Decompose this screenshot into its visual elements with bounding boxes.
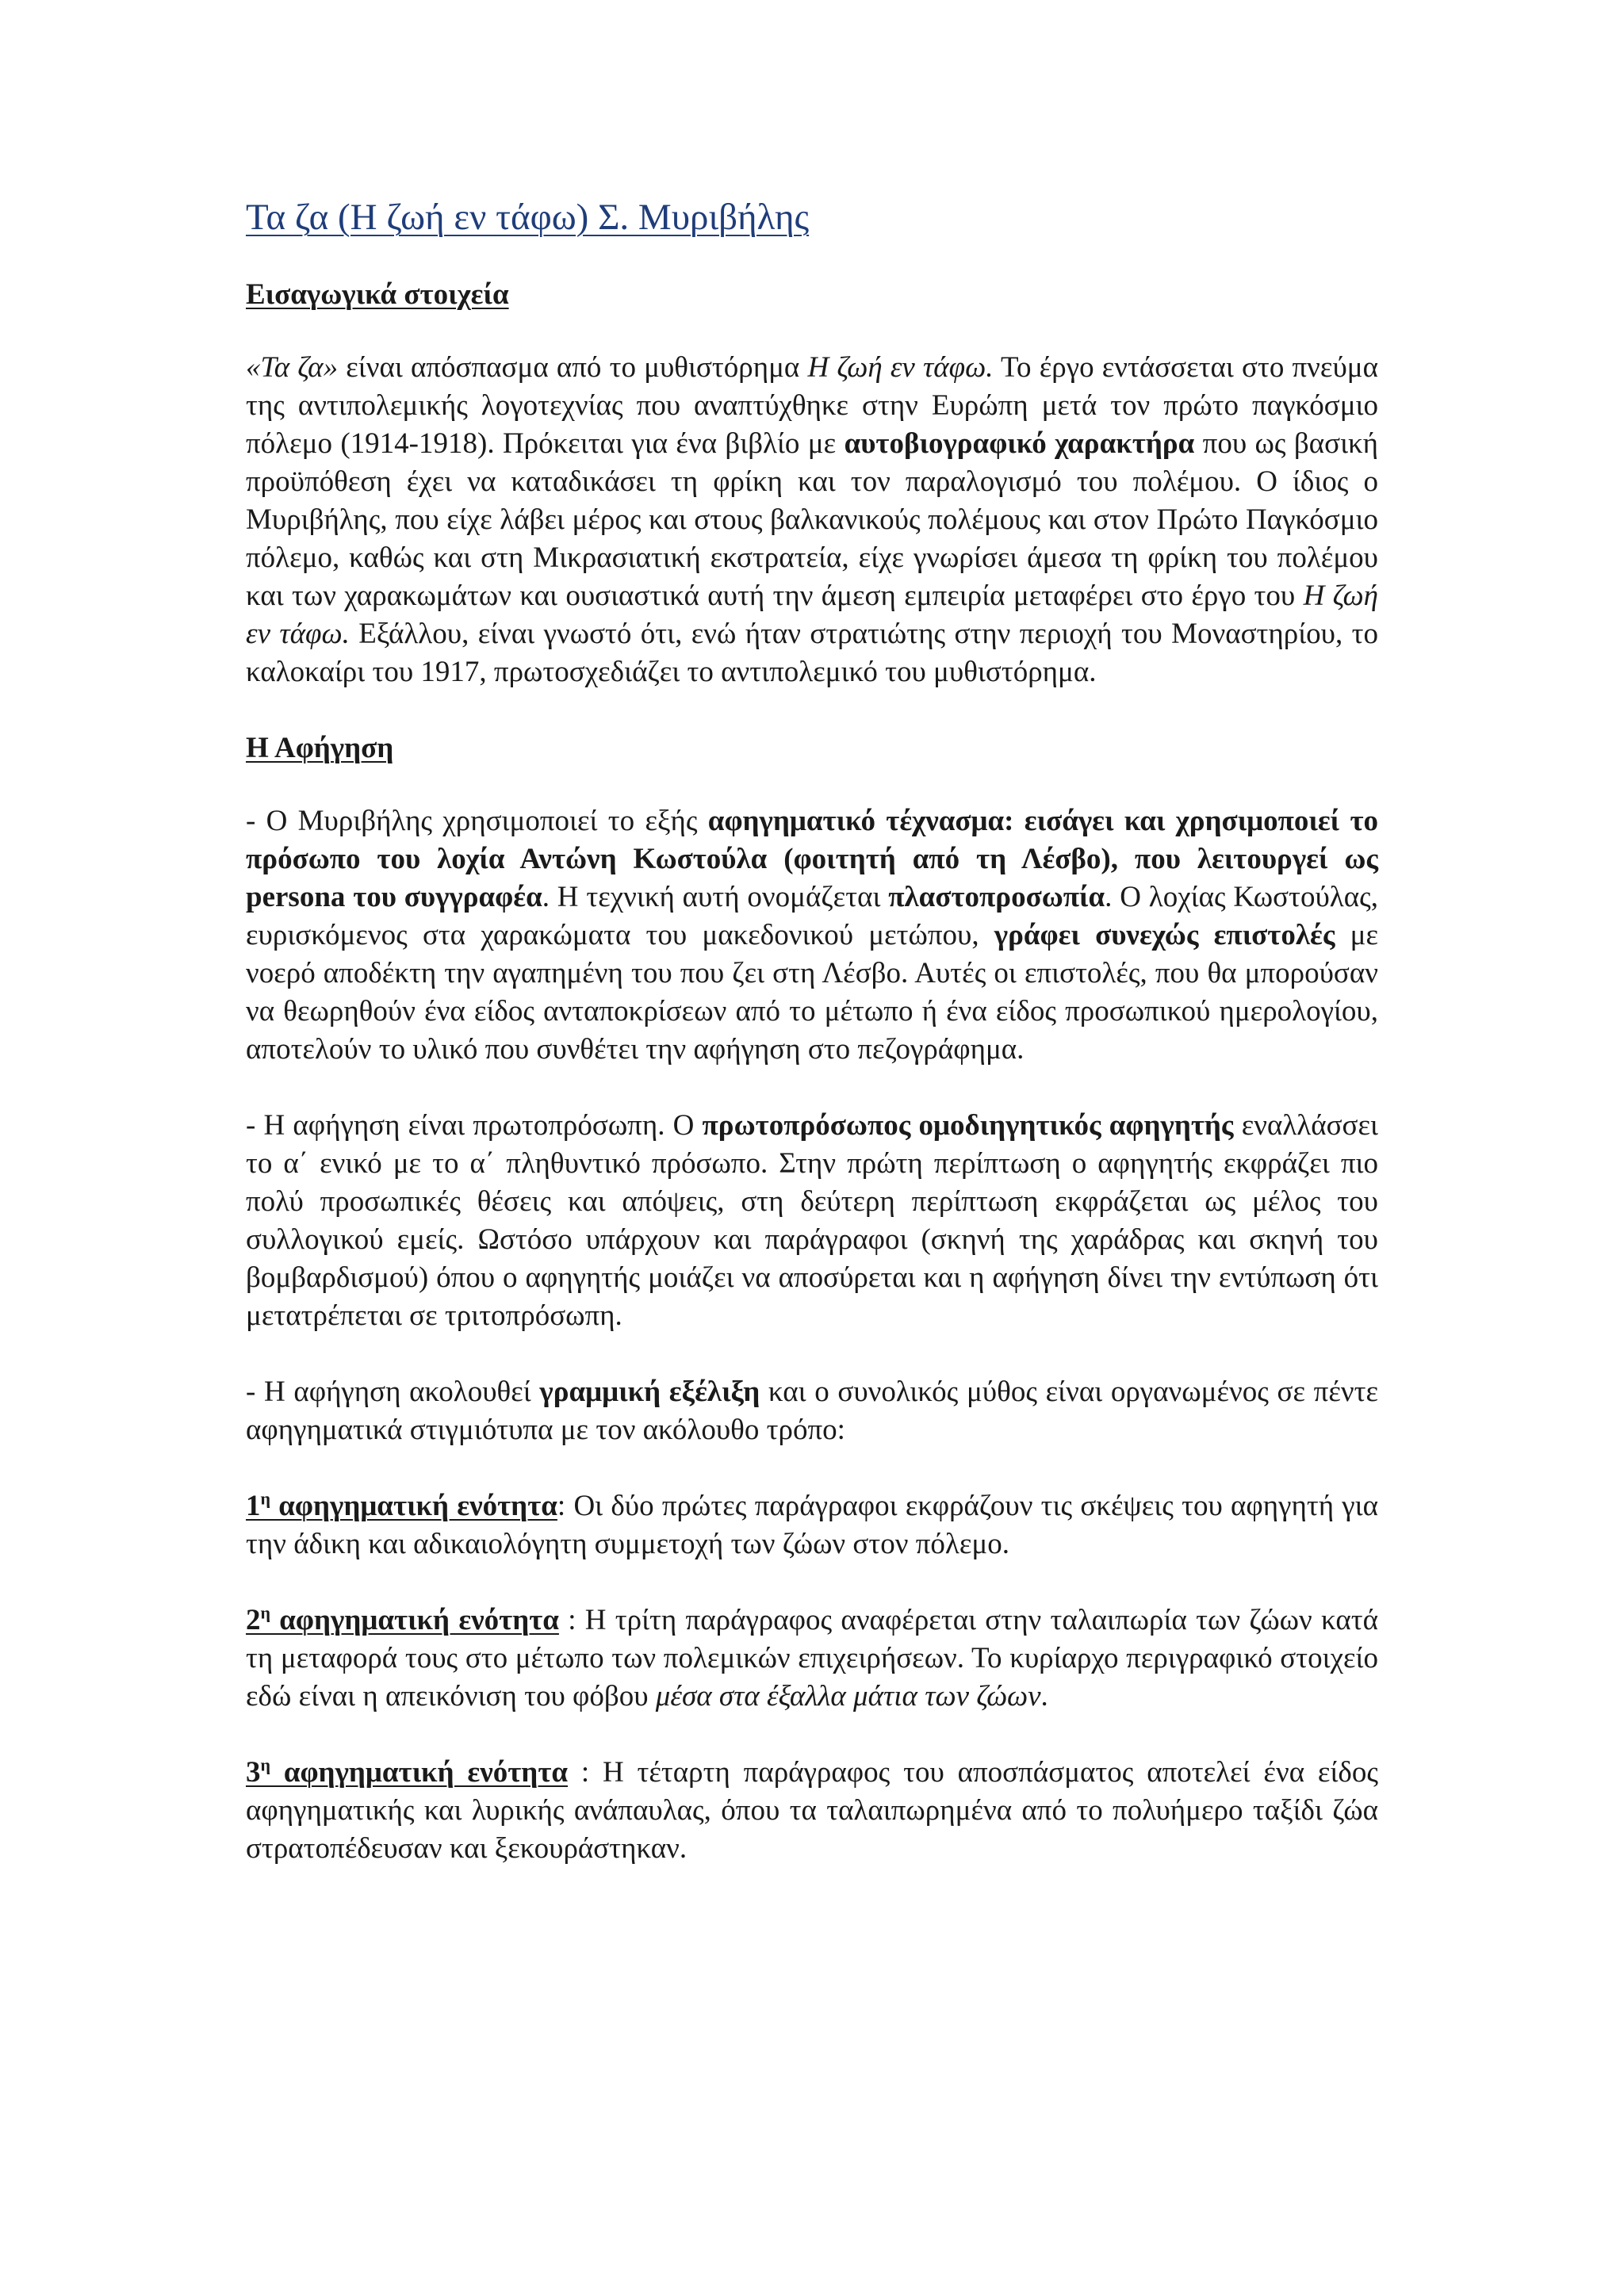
narrative-unit-1 [246, 1487, 1378, 1563]
narrative-unit-label [246, 1604, 559, 1636]
intro-text: που ως βασική προϋπόθεση έχει να καταδικάσει τη φρίκη και τον παραλογισμό του πολέμου. Ο ίδιος ο Μυριβήλης, που είχε λάβει μέρος και στους βαλκανικούς πολέμους και στον Πρώτο Παγκόσμιο πόλεμο, καθώς και στη Μικρασιατική εκστρατεία, είχε γνωρίσει άμεσα τη φρίκη του πολέμου και των χαρακωμάτων και ουσιαστικά αυτή την άμεση εμπειρία μεταφέρει στο έργο του [246, 427, 1379, 612]
intro-text: είναι απόσπασμα από το μυθιστόρημα [338, 350, 808, 384]
narration-text: εναλλάσσει το α΄ ενικό με το α΄ πληθυντικό πρόσωπο. Στην πρώτη περίπτωση ο αφηγητής εκφράζει πιο πολύ προσωπικές θέσεις και απόψεις, στη δεύτερη περίπτωση εκφράζεται ως μέλος του συλλογικού εμείς. Ωστόσο υπάρχουν και παράγραφοι (σκηνή της χαράδρας και σκηνή του βομβαρδισμού) όπου ο αφηγητής μοιάζει να αποσύρεται και η αφήγηση δίνει την εντύπωση ότι μετατρέπεται σε τριτοπρόσωπη. [246, 1108, 1378, 1332]
intro-italic-title: «Τα ζα» [246, 350, 339, 384]
intro-italic-novel: Η ζωή εν τάφω. [807, 350, 994, 384]
intro-text: Το έργο εντάσσεται στο πνεύμα της αντιπολεμικής λογοτεχνίας που αναπτύχθηκε στην Ευρώπη μετά τον πρώτο παγκόσμιο πόλεμο (1914-1918). Πρόκειται για ένα βιβλίο με [246, 350, 1378, 460]
narration-paragraph-2 [246, 1107, 1378, 1335]
unit-ordinal: η [260, 1755, 270, 1775]
narrative-unit-3 [246, 1754, 1378, 1868]
unit-number: 1 [246, 1489, 261, 1522]
narration-paragraph-3 [246, 1373, 1378, 1449]
intro-text: Εξάλλου, είναι γνωστό ότι, ενώ ήταν στρατιώτης στην περιοχή του Μοναστηρίου, το καλοκαίρι του 1917, πρωτοσχεδιάζει το αντιπολεμικό του μυθιστόρημα. [246, 617, 1378, 688]
unit-ordinal: η [260, 1488, 270, 1509]
unit-number: 2 [246, 1603, 261, 1636]
narrative-unit-label [246, 1490, 557, 1522]
unit-label-text: αφηγηματική ενότητα [270, 1489, 557, 1522]
narrative-unit-label [246, 1756, 568, 1789]
narration-bold-term: αφηγηματικό τέχνασμα: εισάγει και χρησιμοποιεί το πρόσωπο του λοχία Αντώνη Κωστούλα (φοιτητή από τη Λέσβο), που λειτουργεί ως persona του συγγραφέα [246, 804, 1379, 913]
intro-paragraph [246, 349, 1378, 691]
document-title: Τα ζα (Η ζωή εν τάφω) Σ. Μυριβήλης [246, 197, 810, 238]
narration-text: - Ο Μυριβήλης χρησιμοποιεί το εξής [246, 804, 708, 837]
intro-bold-term: αυτοβιογραφικό χαρακτήρα [844, 427, 1195, 460]
section-heading-intro: Εισαγωγικά στοιχεία [246, 277, 509, 311]
unit-label-text: αφηγηματική ενότητα [270, 1603, 559, 1636]
unit-text: : Η τέταρτη παράγραφος του αποσπάσματος αποτελεί ένα είδος αφηγηματικής και λυρικής ανάπαυλας, όπου τα ταλαιπωρημένα από το πολυήμερο ταξίδι ζώα στρατοπέδευσαν και ξεκουράστηκαν. [246, 1755, 1378, 1865]
narration-bold-term: γραμμική εξέλιξη [539, 1375, 760, 1408]
unit-number: 3 [246, 1755, 261, 1789]
narration-paragraph-1 [246, 802, 1378, 1069]
narration-text: με νοερό αποδέκτη την αγαπημένη του που ζει στη Λέσβο. Αυτές οι επιστολές, που θα μπορούσαν να θεωρηθούν ένα είδος ανταποκρίσεων από το μέτωπο ή ένα είδος προσωπικού ημερολογίου, αποτελούν το υλικό που συνθέτει την αφήγηση στο πεζογράφημα. [246, 918, 1378, 1066]
narration-bold-term: πρωτοπρόσωπος ομοδιηγητικός αφηγητής [702, 1108, 1234, 1142]
unit-text: . [1040, 1679, 1048, 1712]
intro-italic-novel: Η ζωή εν τάφω. [246, 579, 1378, 650]
narration-bold-term: πλαστοπροσωπία [888, 880, 1105, 913]
narrative-unit-2 [246, 1601, 1378, 1716]
unit-ordinal: η [260, 1602, 270, 1623]
narration-text: . Η τεχνική αυτή ονομάζεται [542, 880, 889, 913]
narration-text: . Ο λοχίας Κωστούλας, ευρισκόμενος στα χαρακώματα του μακεδονικού μετώπου, [246, 880, 1378, 951]
unit-text: : Η τρίτη παράγραφος αναφέρεται στην ταλαιπωρία των ζώων κατά τη μεταφορά τους στο μέτωπο των πολεμικών επιχειρήσεων. Το κυρίαρχο περιγραφικό στοιχείο εδώ είναι η απεικόνιση του φόβου [246, 1603, 1378, 1712]
narration-text: και ο συνολικός μύθος είναι οργανωμένος σε πέντε αφηγηματικά στιγμιότυπα με τον ακόλουθο τρόπο: [246, 1375, 1379, 1446]
unit-label-text: αφηγηματική ενότητα [270, 1755, 569, 1789]
section-heading-narration: Η Αφήγηση [246, 731, 394, 764]
narration-text: - Η αφήγηση είναι πρωτοπρόσωπη. Ο [246, 1108, 703, 1142]
narration-text: - Η αφήγηση ακολουθεί [246, 1375, 540, 1408]
unit-text: : Οι δύο πρώτες παράγραφοι εκφράζουν τις σκέψεις του αφηγητή για την άδικη και αδικαιολόγητη συμμετοχή των ζώων στον πόλεμο. [246, 1489, 1378, 1560]
narration-bold-term: γράφει συνεχώς επιστολές [994, 918, 1335, 951]
unit-italic-text: μέσα στα έξαλλα μάτια των ζώων [655, 1679, 1041, 1712]
